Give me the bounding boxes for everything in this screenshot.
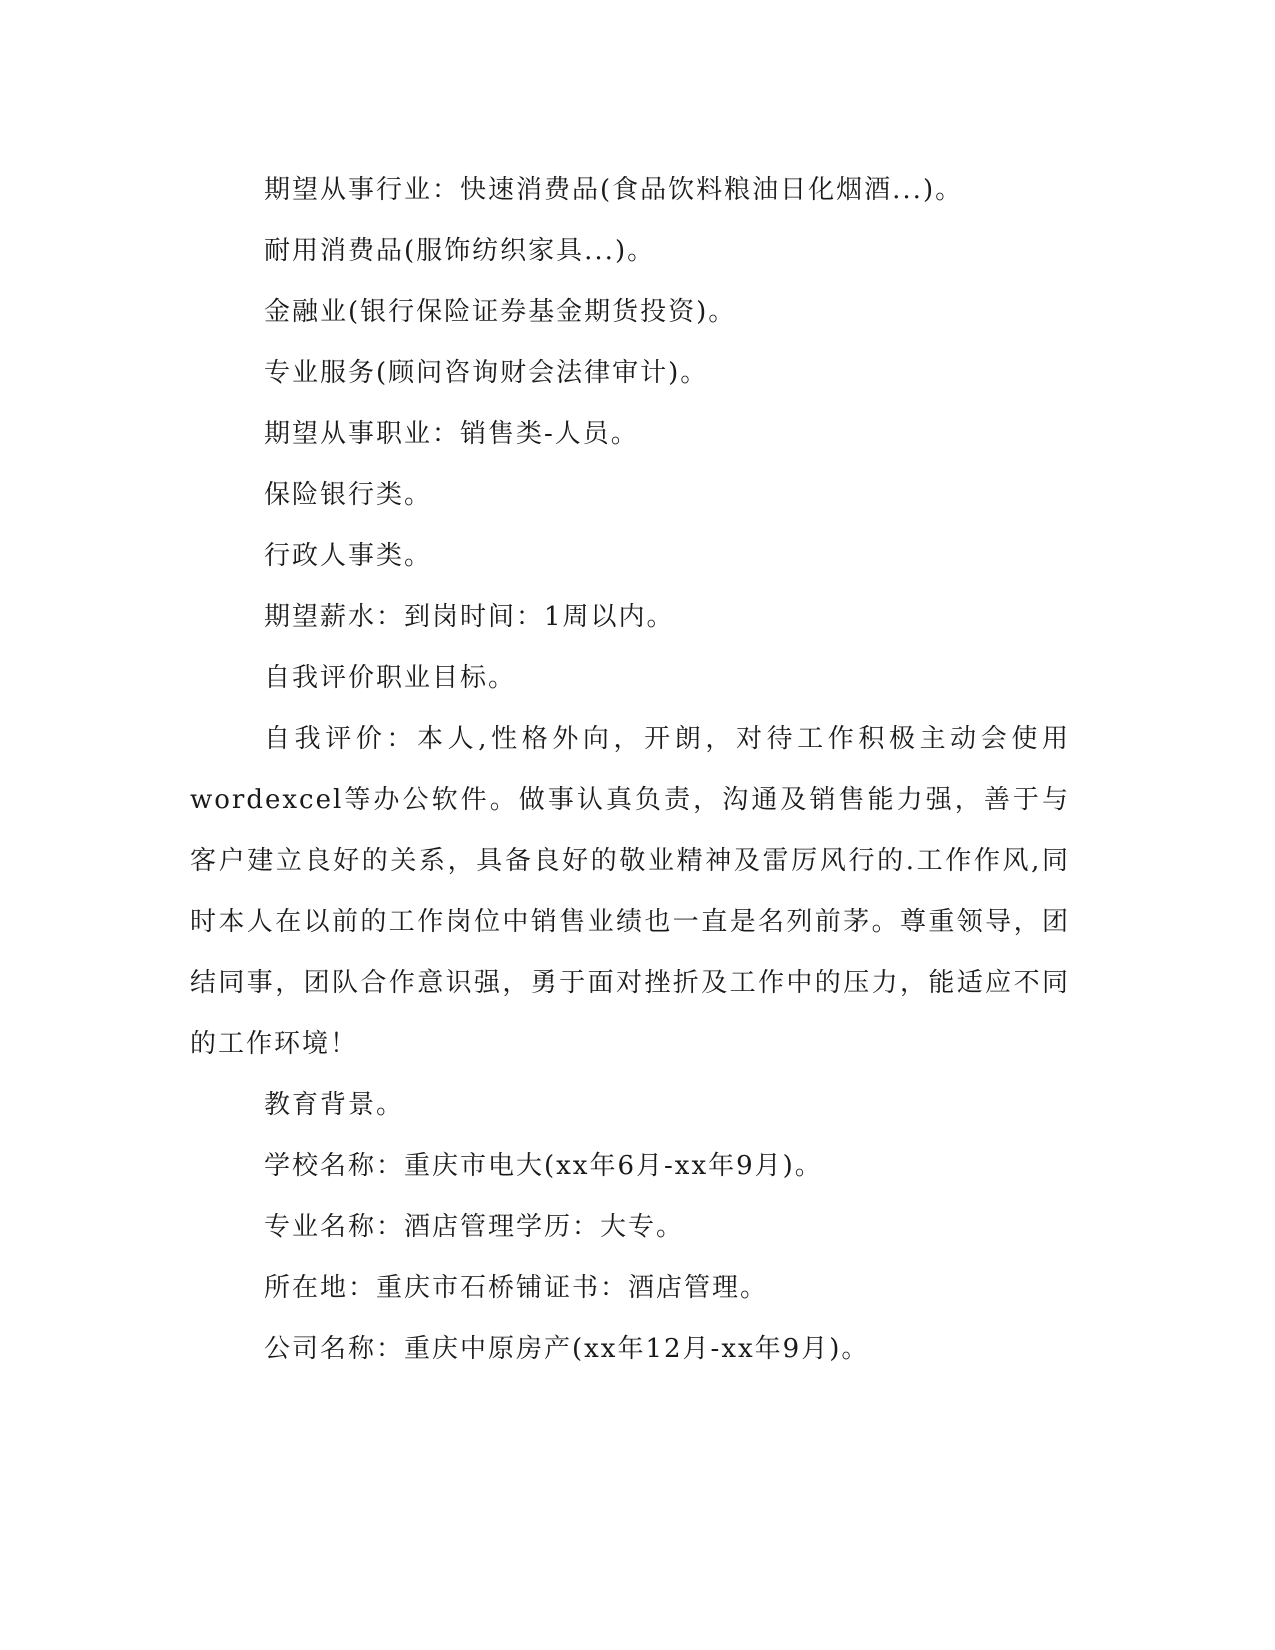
document-body bbox=[190, 160, 1070, 1380]
paragraph-expected-salary: 期望薪水：到岗时间：1周以内。 bbox=[264, 602, 675, 632]
paragraph-finance: 金融业(银行保险证券基金期货投资)。 bbox=[264, 297, 737, 327]
paragraph-admin-hr: 行政人事类。 bbox=[264, 541, 433, 571]
paragraph-self-eval-heading: 自我评价职业目标。 bbox=[264, 663, 517, 693]
paragraph-location: 所在地：重庆市石桥铺证书：酒店管理。 bbox=[264, 1273, 769, 1303]
paragraph-major: 专业名称：酒店管理学历：大专。 bbox=[264, 1212, 685, 1242]
paragraph-insurance-banking: 保险银行类。 bbox=[264, 480, 433, 510]
paragraph-professional-services: 专业服务(顾问咨询财会法律审计)。 bbox=[264, 358, 709, 388]
paragraph-expected-occupation: 期望从事职业：销售类-人员。 bbox=[264, 419, 639, 449]
paragraph-self-evaluation: 自我评价：本人,性格外向，开朗，对待工作积极主动会使用wordexcel等办公软件。做事认真负责，沟通及销售能力强，善于与客户建立良好的关系，具备良好的敬业精神及雷厉风行的.工作作风,同时本人在以前的工作岗位中销售业绩也一直是名列前茅。尊重领导，团结同事，团队合作意识强，勇于面对挫折及工作中的压力，能适应不同的工作环境！ bbox=[190, 724, 1070, 1059]
paragraph-company-name: 公司名称：重庆中原房产(xx年12月-xx年9月)。 bbox=[264, 1334, 870, 1364]
paragraph-durable-goods: 耐用消费品(服饰纺织家具...)。 bbox=[264, 236, 656, 266]
paragraph-school-name: 学校名称：重庆市电大(xx年6月-xx年9月)。 bbox=[264, 1151, 823, 1181]
paragraph-expected-industry: 期望从事行业：快速消费品(食品饮料粮油日化烟酒...)。 bbox=[264, 175, 964, 205]
paragraph-education-heading: 教育背景。 bbox=[264, 1090, 405, 1120]
